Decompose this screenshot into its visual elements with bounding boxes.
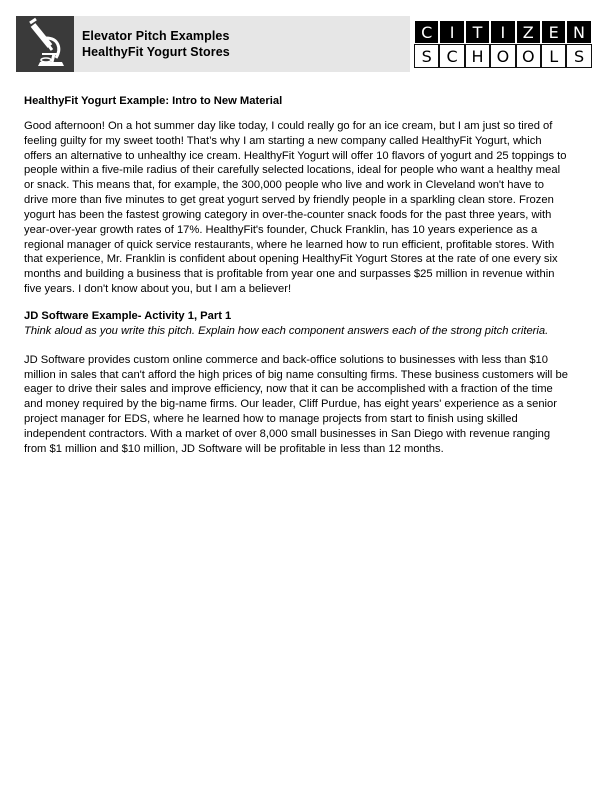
logo-letter: H bbox=[465, 44, 490, 68]
logo-letter: O bbox=[490, 44, 515, 68]
activity-instruction: Think aloud as you write this pitch. Explain how each component answers each of the strong pitch criteria. bbox=[24, 324, 549, 337]
logo-letter: Z bbox=[516, 20, 541, 44]
logo-box bbox=[16, 16, 74, 72]
logo-letter: O bbox=[516, 44, 541, 68]
header-title-line2: HealthyFit Yogurt Stores bbox=[82, 45, 230, 59]
logo-letter: C bbox=[414, 20, 439, 44]
section-heading-jd-software: JD Software Example- Activity 1, Part 1 bbox=[24, 309, 232, 322]
logo-letter: E bbox=[541, 20, 566, 44]
logo-row-citizen bbox=[414, 20, 592, 44]
header-banner bbox=[16, 16, 410, 72]
logo-letter: C bbox=[439, 44, 464, 68]
citizen-schools-logo bbox=[414, 20, 592, 68]
logo-letter: S bbox=[414, 44, 439, 68]
logo-letter: L bbox=[541, 44, 566, 68]
logo-letter: N bbox=[566, 20, 591, 44]
healthyfit-pitch-paragraph: Good afternoon! On a hot summer day like today, I could really go for an ice cream, but I am just so tired of feeling guilty for my sweet tooth! That’s why I am starting a new company called HealthyFit Yogurt, which offers an alternative to unhealthy ice cream. HealthyFit Yogurt will offer 10 flavors of yogurt and 25 toppings to people within a five-mile radius of their carefully selected locations, ideal for people who want a healthy meal or snack. This means that, for example, the 300,000 people who live and work in Cleveland won't have to drive more than five minutes to get great yogurt served by friendly people in a sparkling clean store. Frozen yogurt has been the fastest growing category in over-the-counter snack foods for the past three years, with year-over-year growth rates of 17%. HealthyFit's founder, Chuck Franklin, has 10 years experience as a regional manager of quick service restaurants, where he learned how to run efficient, profitable stores. With that experience, Mr. Franklin is confident about opening HealthyFit Yogurt Stores at the rate of one every six months and building a business that is profitable from year one and surpasses $25 million in revenue within five years. I don't know about you, but I am a believer! bbox=[24, 119, 567, 296]
logo-letter: T bbox=[465, 20, 490, 44]
logo-letter: S bbox=[566, 44, 591, 68]
logo-letter: I bbox=[490, 20, 515, 44]
logo-row-schools bbox=[414, 44, 592, 68]
logo-letter: I bbox=[439, 20, 464, 44]
header-title-line1: Elevator Pitch Examples bbox=[82, 29, 230, 43]
microscope-icon bbox=[16, 16, 74, 72]
section-heading-healthyfit: HealthyFit Yogurt Example: Intro to New Material bbox=[24, 95, 283, 107]
document-body bbox=[24, 94, 568, 457]
header-title bbox=[82, 28, 230, 60]
jd-software-pitch-paragraph: JD Software provides custom online commerce and back-office solutions to businesses with less than $10 million in sales that can't afford the high prices of big name consulting firms. These business customers will be eager to drive their sales and improve efficiency, now that it can be accomplished with a fraction of the time and money required by the big-name firms. Our leader, Cliff Purdue, has eight years' experience as a senior project manager for EDS, where he learned how to manage projects from start to finish using skilled independent contractors. With a market of over 8,000 small businesses in San Diego with revenue ranging from $1 million and $10 million, JD Software will be profitable in less than 12 months. bbox=[24, 353, 568, 455]
